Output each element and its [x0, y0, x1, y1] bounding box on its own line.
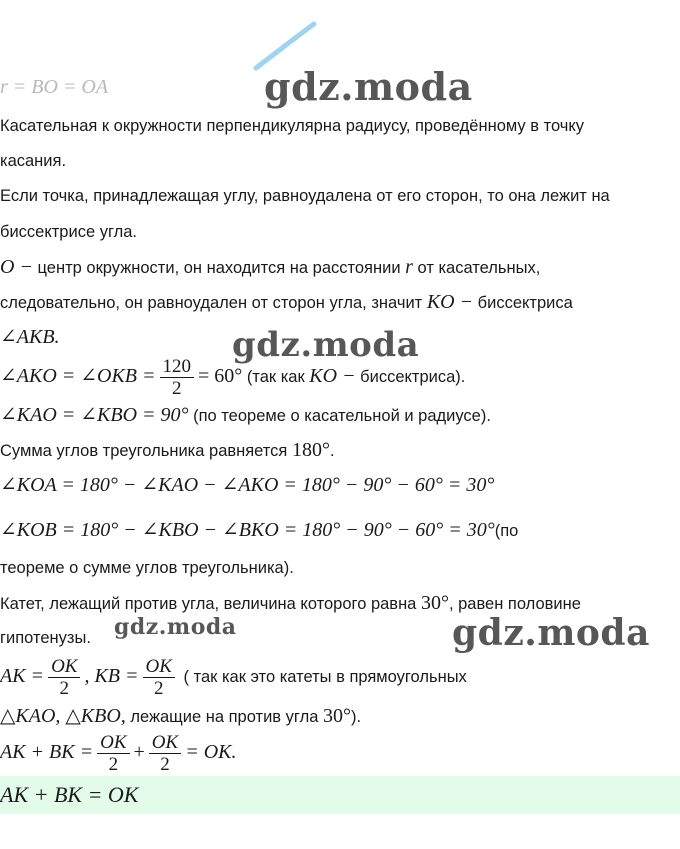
angle-akb-line [0, 326, 60, 349]
triangles-math: △KAO, △KBO, [0, 705, 126, 727]
sixty-degrees: = 60° [198, 365, 243, 387]
angle-kob-equation [0, 519, 518, 542]
fraction-ok-over-2-a [48, 656, 80, 699]
center-statement-line-2 [0, 291, 573, 314]
fraction-numerator: OK [143, 656, 175, 678]
ak-kb-reason: ( так как это катеты в прямоугольных [178, 668, 467, 686]
angle-koa-math: ∠KOA = 180° − ∠KAO − ∠AKO = 180° − 90° − 60° = 30° [0, 474, 495, 496]
reason-close: биссектриса). [355, 368, 466, 386]
angle-kob-math: ∠KOB = 180° − ∠KBO − ∠BKO = 180° − 90° − 60° = 30° [0, 519, 495, 541]
fraction-numerator: OK [149, 732, 181, 754]
watermark-right: gdz.moda [452, 612, 650, 654]
triangle-sum-period: . [329, 442, 335, 460]
fraction-denominator: 2 [160, 754, 170, 776]
reason-open: (так как [242, 368, 310, 386]
bisector-rule-line-1: Если точка, принадлежащая углу, равноудалена от его сторон, то она лежит на [0, 187, 610, 205]
cathetus-rule-line-2: гипотенузы. [0, 629, 91, 647]
ak-equals: AK = [0, 665, 45, 687]
fraction-numerator: OK [97, 732, 129, 754]
center-text: центр окружности, он находится на расстоянии [32, 259, 406, 277]
angle-ako-equation [0, 352, 465, 401]
sum-left: AK + BK = [0, 741, 94, 763]
cathetus-rule-text: Катет, лежащий против угла, величина которого равна [0, 595, 421, 613]
angle-koa-equation [0, 474, 494, 497]
fraction-denominator: 2 [172, 378, 182, 400]
watermark-small: gdz.moda [114, 614, 237, 640]
fraction-numerator: OK [48, 656, 80, 678]
kb-equals: , KB = [84, 665, 139, 687]
radius-equality-math: r = BO = OA [0, 76, 109, 98]
fraction-ok-over-2-b [143, 656, 175, 699]
answer-line [0, 784, 138, 808]
angle-ako-left: ∠AKO = ∠OKB = [0, 365, 156, 387]
angle-kob-reason-start: (по [494, 522, 519, 540]
center-statement-line-1 [0, 256, 540, 279]
thirty-degrees-2: 30° [322, 705, 351, 727]
angle-akb: ∠AKB. [0, 326, 60, 348]
ko-symbol: KO − [426, 291, 474, 313]
triangles-line [0, 705, 361, 728]
sum-equation [0, 728, 236, 777]
angle-kao-equation [0, 404, 491, 427]
fraction-numerator: 120 [160, 356, 195, 378]
cathetus-rule-end: , равен половине [448, 595, 581, 613]
answer-box [0, 776, 680, 814]
plus-sign: + [133, 741, 145, 763]
triangle-sum-text: Сумма углов треугольника равняется [0, 442, 292, 460]
angle-kao-reason: (по теореме о касательной и радиусе). [188, 407, 491, 425]
radius-equality-line [0, 76, 108, 99]
answer-math: AK + BK = OK [0, 782, 139, 807]
sum-right: = OK. [185, 741, 237, 763]
center-text-end: от касательных, [412, 259, 541, 277]
tangent-rule-line-2: касания. [0, 152, 67, 170]
bisector-rule-line-2: биссектрисе угла. [0, 223, 138, 241]
fraction-denominator: 2 [59, 678, 70, 700]
triangle-sum-line [0, 439, 335, 462]
bisector-word: биссектриса [473, 294, 573, 312]
thirty-degrees: 30° [420, 592, 449, 614]
watermark-middle: gdz.moda [232, 325, 420, 365]
ak-kb-equation [0, 652, 467, 701]
center-symbol: O − [0, 256, 33, 278]
fraction-ok-over-2-c [97, 732, 129, 775]
radius-symbol: r [405, 256, 413, 278]
fraction-denominator: 2 [153, 678, 164, 700]
watermark-top: gdz.moda [264, 64, 473, 109]
triangles-close: ). [350, 708, 362, 726]
equidistant-text: следовательно, он равноудален от сторон угла, значит [0, 294, 427, 312]
fraction-120-over-2 [160, 356, 195, 399]
angle-sum-theorem-line: теореме о сумме углов треугольника). [0, 559, 294, 577]
angle-kao-math: ∠KAO = ∠KBO = 90° [0, 404, 189, 426]
ko-symbol-2: KO − [309, 365, 356, 387]
fraction-denominator: 2 [108, 754, 119, 776]
fraction-ok-over-2-d [149, 732, 181, 775]
triangle-sum-value: 180° [291, 439, 330, 461]
triangles-text: лежащие на против угла [125, 708, 323, 726]
tangent-rule-line-1: Касательная к окружности перпендикулярна радиусу, проведённому в точку [0, 117, 585, 135]
